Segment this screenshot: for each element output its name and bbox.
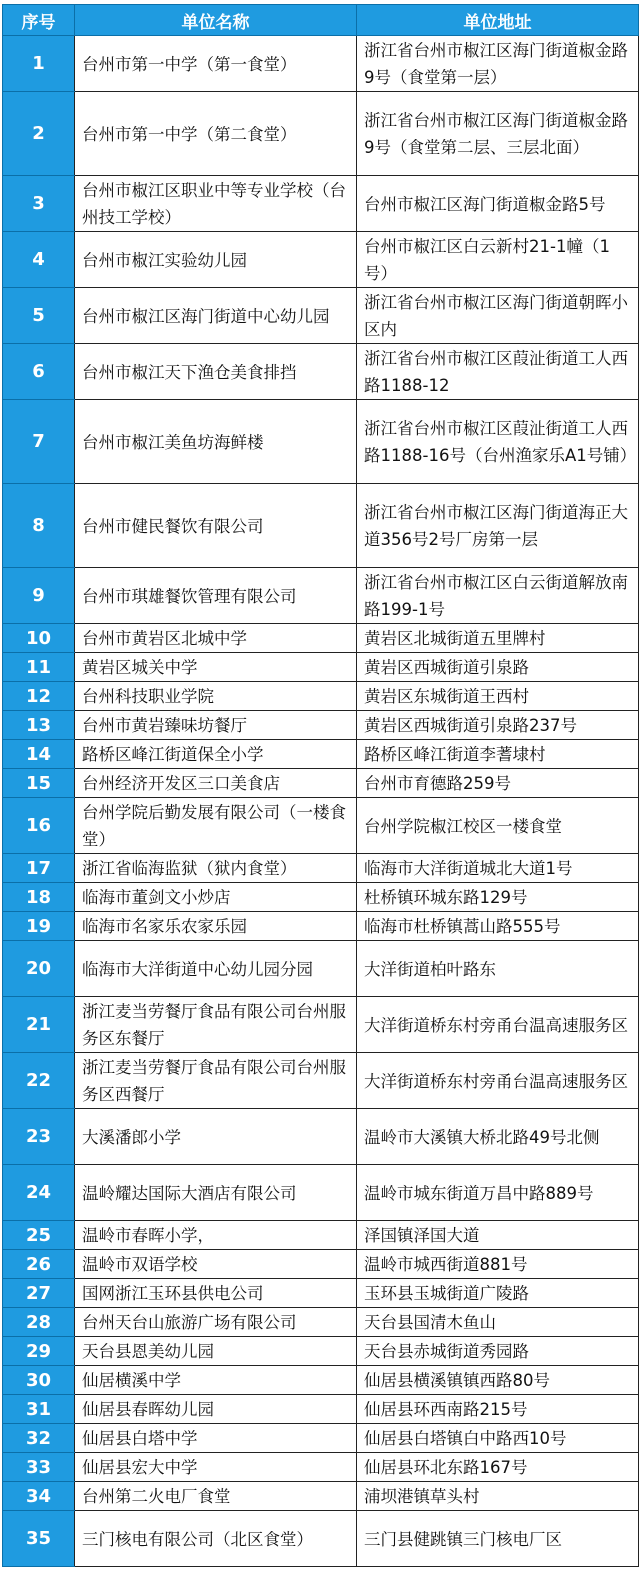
row-number: 16 [3,798,75,854]
table-row [3,1511,639,1567]
table-row [3,1337,639,1366]
row-number: 23 [3,1109,75,1165]
row-number: 29 [3,1337,75,1366]
table-body [3,36,639,1567]
table-row [3,400,639,484]
table-row [3,484,639,568]
row-number: 10 [3,624,75,653]
table-row [3,769,639,798]
unit-name: 台州天台山旅游广场有限公司 [75,1308,357,1337]
unit-name: 台州市椒江天下渔仓美食排挡 [75,344,357,400]
row-number: 18 [3,883,75,912]
row-number: 24 [3,1165,75,1221]
unit-name: 浙江省临海监狱（狱内食堂） [75,854,357,883]
header-unit-address: 单位地址 [357,5,639,36]
table-row [3,854,639,883]
table-row [3,711,639,740]
unit-name: 临海市名家乐农家乐园 [75,912,357,941]
unit-address: 浙江省台州市椒江区海门街道椒金路9号（食堂第一层） [357,36,639,92]
row-number: 28 [3,1308,75,1337]
unit-address: 温岭市城东街道万昌中路889号 [357,1165,639,1221]
table-row [3,1109,639,1165]
unit-name: 仙居县春晖幼儿园 [75,1395,357,1424]
row-number: 33 [3,1453,75,1482]
row-number: 5 [3,288,75,344]
unit-address: 台州市育德路259号 [357,769,639,798]
unit-name: 台州经济开发区三口美食店 [75,769,357,798]
header-no: 序号 [3,5,75,36]
table-row [3,997,639,1053]
unit-address: 临海市杜桥镇蒿山路555号 [357,912,639,941]
unit-name: 浙江麦当劳餐厅食品有限公司台州服务区西餐厅 [75,1053,357,1109]
table-row [3,568,639,624]
unit-name: 台州市椒江美鱼坊海鲜楼 [75,400,357,484]
row-number: 11 [3,653,75,682]
row-number: 15 [3,769,75,798]
unit-address: 浦坝港镇草头村 [357,1482,639,1511]
unit-name: 台州市健民餐饮有限公司 [75,484,357,568]
table-row [3,288,639,344]
row-number: 19 [3,912,75,941]
unit-name: 台州市椒江实验幼儿园 [75,232,357,288]
unit-name: 临海市董剑文小炒店 [75,883,357,912]
unit-name: 仙居县白塔中学 [75,1424,357,1453]
unit-address: 大洋街道桥东村旁甬台温高速服务区 [357,1053,639,1109]
table-row [3,682,639,711]
table-row [3,1308,639,1337]
table-row [3,1366,639,1395]
table-row [3,36,639,92]
unit-address: 仙居县白塔镇白中路西10号 [357,1424,639,1453]
unit-address: 仙居县环西南路215号 [357,1395,639,1424]
row-number: 34 [3,1482,75,1511]
row-number: 17 [3,854,75,883]
unit-name: 温岭市双语学校 [75,1250,357,1279]
table-row [3,1453,639,1482]
unit-name: 浙江麦当劳餐厅食品有限公司台州服务区东餐厅 [75,997,357,1053]
header-row [3,5,639,36]
unit-address: 路桥区峰江街道李蓍埭村 [357,740,639,769]
unit-name: 温岭耀达国际大酒店有限公司 [75,1165,357,1221]
unit-name: 大溪潘郎小学 [75,1109,357,1165]
table-row [3,624,639,653]
unit-address: 台州学院椒江校区一楼食堂 [357,798,639,854]
unit-name: 台州市椒江区职业中等专业学校（台州技工学校） [75,176,357,232]
unit-name: 天台县恩美幼儿园 [75,1337,357,1366]
row-number: 3 [3,176,75,232]
table-row [3,232,639,288]
units-table [2,4,639,1567]
table-row [3,1221,639,1250]
table-row [3,344,639,400]
row-number: 7 [3,400,75,484]
row-number: 32 [3,1424,75,1453]
unit-address: 临海市大洋街道城北大道1号 [357,854,639,883]
unit-address: 浙江省台州市椒江区白云街道解放南路199-1号 [357,568,639,624]
unit-name: 仙居横溪中学 [75,1366,357,1395]
table-row [3,1424,639,1453]
table-row [3,912,639,941]
row-number: 8 [3,484,75,568]
unit-address: 台州市椒江区海门街道椒金路5号 [357,176,639,232]
row-number: 1 [3,36,75,92]
table-row [3,92,639,176]
unit-address: 泽国镇泽国大道 [357,1221,639,1250]
unit-name: 台州第二火电厂食堂 [75,1482,357,1511]
unit-address: 杜桥镇环城东路129号 [357,883,639,912]
unit-name: 台州市黄岩臻味坊餐厅 [75,711,357,740]
row-number: 26 [3,1250,75,1279]
unit-address: 大洋街道柏叶路东 [357,941,639,997]
unit-address: 仙居县环北东路167号 [357,1453,639,1482]
unit-name: 温岭市春晖小学， [75,1221,357,1250]
row-number: 27 [3,1279,75,1308]
unit-name: 台州学院后勤发展有限公司（一楼食堂） [75,798,357,854]
table-row [3,798,639,854]
unit-name: 台州市第一中学（第一食堂） [75,36,357,92]
table-row [3,1053,639,1109]
table-row [3,740,639,769]
table-row [3,883,639,912]
unit-address: 天台县赤城街道秀园路 [357,1337,639,1366]
header-unit-name: 单位名称 [75,5,357,36]
row-number: 6 [3,344,75,400]
row-number: 35 [3,1511,75,1567]
unit-name: 三门核电有限公司（北区食堂） [75,1511,357,1567]
row-number: 2 [3,92,75,176]
unit-name: 台州市黄岩区北城中学 [75,624,357,653]
table-row [3,941,639,997]
unit-address: 玉环县玉城街道广陵路 [357,1279,639,1308]
row-number: 25 [3,1221,75,1250]
row-number: 9 [3,568,75,624]
row-number: 20 [3,941,75,997]
unit-name: 台州市琪雄餐饮管理有限公司 [75,568,357,624]
table-row [3,1395,639,1424]
row-number: 30 [3,1366,75,1395]
row-number: 14 [3,740,75,769]
unit-address: 台州市椒江区白云新村21-1幢（1号） [357,232,639,288]
table-row [3,1279,639,1308]
unit-address: 黄岩区东城街道王西村 [357,682,639,711]
unit-name: 路桥区峰江街道保全小学 [75,740,357,769]
unit-name: 国网浙江玉环县供电公司 [75,1279,357,1308]
unit-address: 黄岩区西城街道引泉路237号 [357,711,639,740]
unit-address: 浙江省台州市椒江区海门街道朝晖小区内 [357,288,639,344]
row-number: 22 [3,1053,75,1109]
row-number: 12 [3,682,75,711]
unit-address: 黄岩区西城街道引泉路 [357,653,639,682]
row-number: 4 [3,232,75,288]
unit-address: 黄岩区北城街道五里牌村 [357,624,639,653]
row-number: 21 [3,997,75,1053]
row-number: 31 [3,1395,75,1424]
unit-address: 仙居县横溪镇镇西路80号 [357,1366,639,1395]
unit-address: 温岭市城西街道881号 [357,1250,639,1279]
table-row [3,1250,639,1279]
unit-address: 浙江省台州市椒江区葭沚街道工人西路1188-16号（台州渔家乐A1号铺） [357,400,639,484]
unit-name: 台州科技职业学院 [75,682,357,711]
table-row [3,653,639,682]
unit-name: 台州市第一中学（第二食堂） [75,92,357,176]
table-row [3,176,639,232]
unit-address: 天台县国清木鱼山 [357,1308,639,1337]
unit-address: 浙江省台州市椒江区葭沚街道工人西路1188-12 [357,344,639,400]
unit-name: 台州市椒江区海门街道中心幼儿园 [75,288,357,344]
unit-name: 黄岩区城关中学 [75,653,357,682]
unit-address: 浙江省台州市椒江区海门街道椒金路9号（食堂第二层、三层北面） [357,92,639,176]
unit-name: 临海市大洋街道中心幼儿园分园 [75,941,357,997]
table-row [3,1165,639,1221]
unit-name: 仙居县宏大中学 [75,1453,357,1482]
unit-address: 浙江省台州市椒江区海门街道海正大道356号2号厂房第一层 [357,484,639,568]
table-row [3,1482,639,1511]
unit-address: 大洋街道桥东村旁甬台温高速服务区 [357,997,639,1053]
unit-address: 温岭市大溪镇大桥北路49号北侧 [357,1109,639,1165]
unit-address: 三门县健跳镇三门核电厂区 [357,1511,639,1567]
row-number: 13 [3,711,75,740]
